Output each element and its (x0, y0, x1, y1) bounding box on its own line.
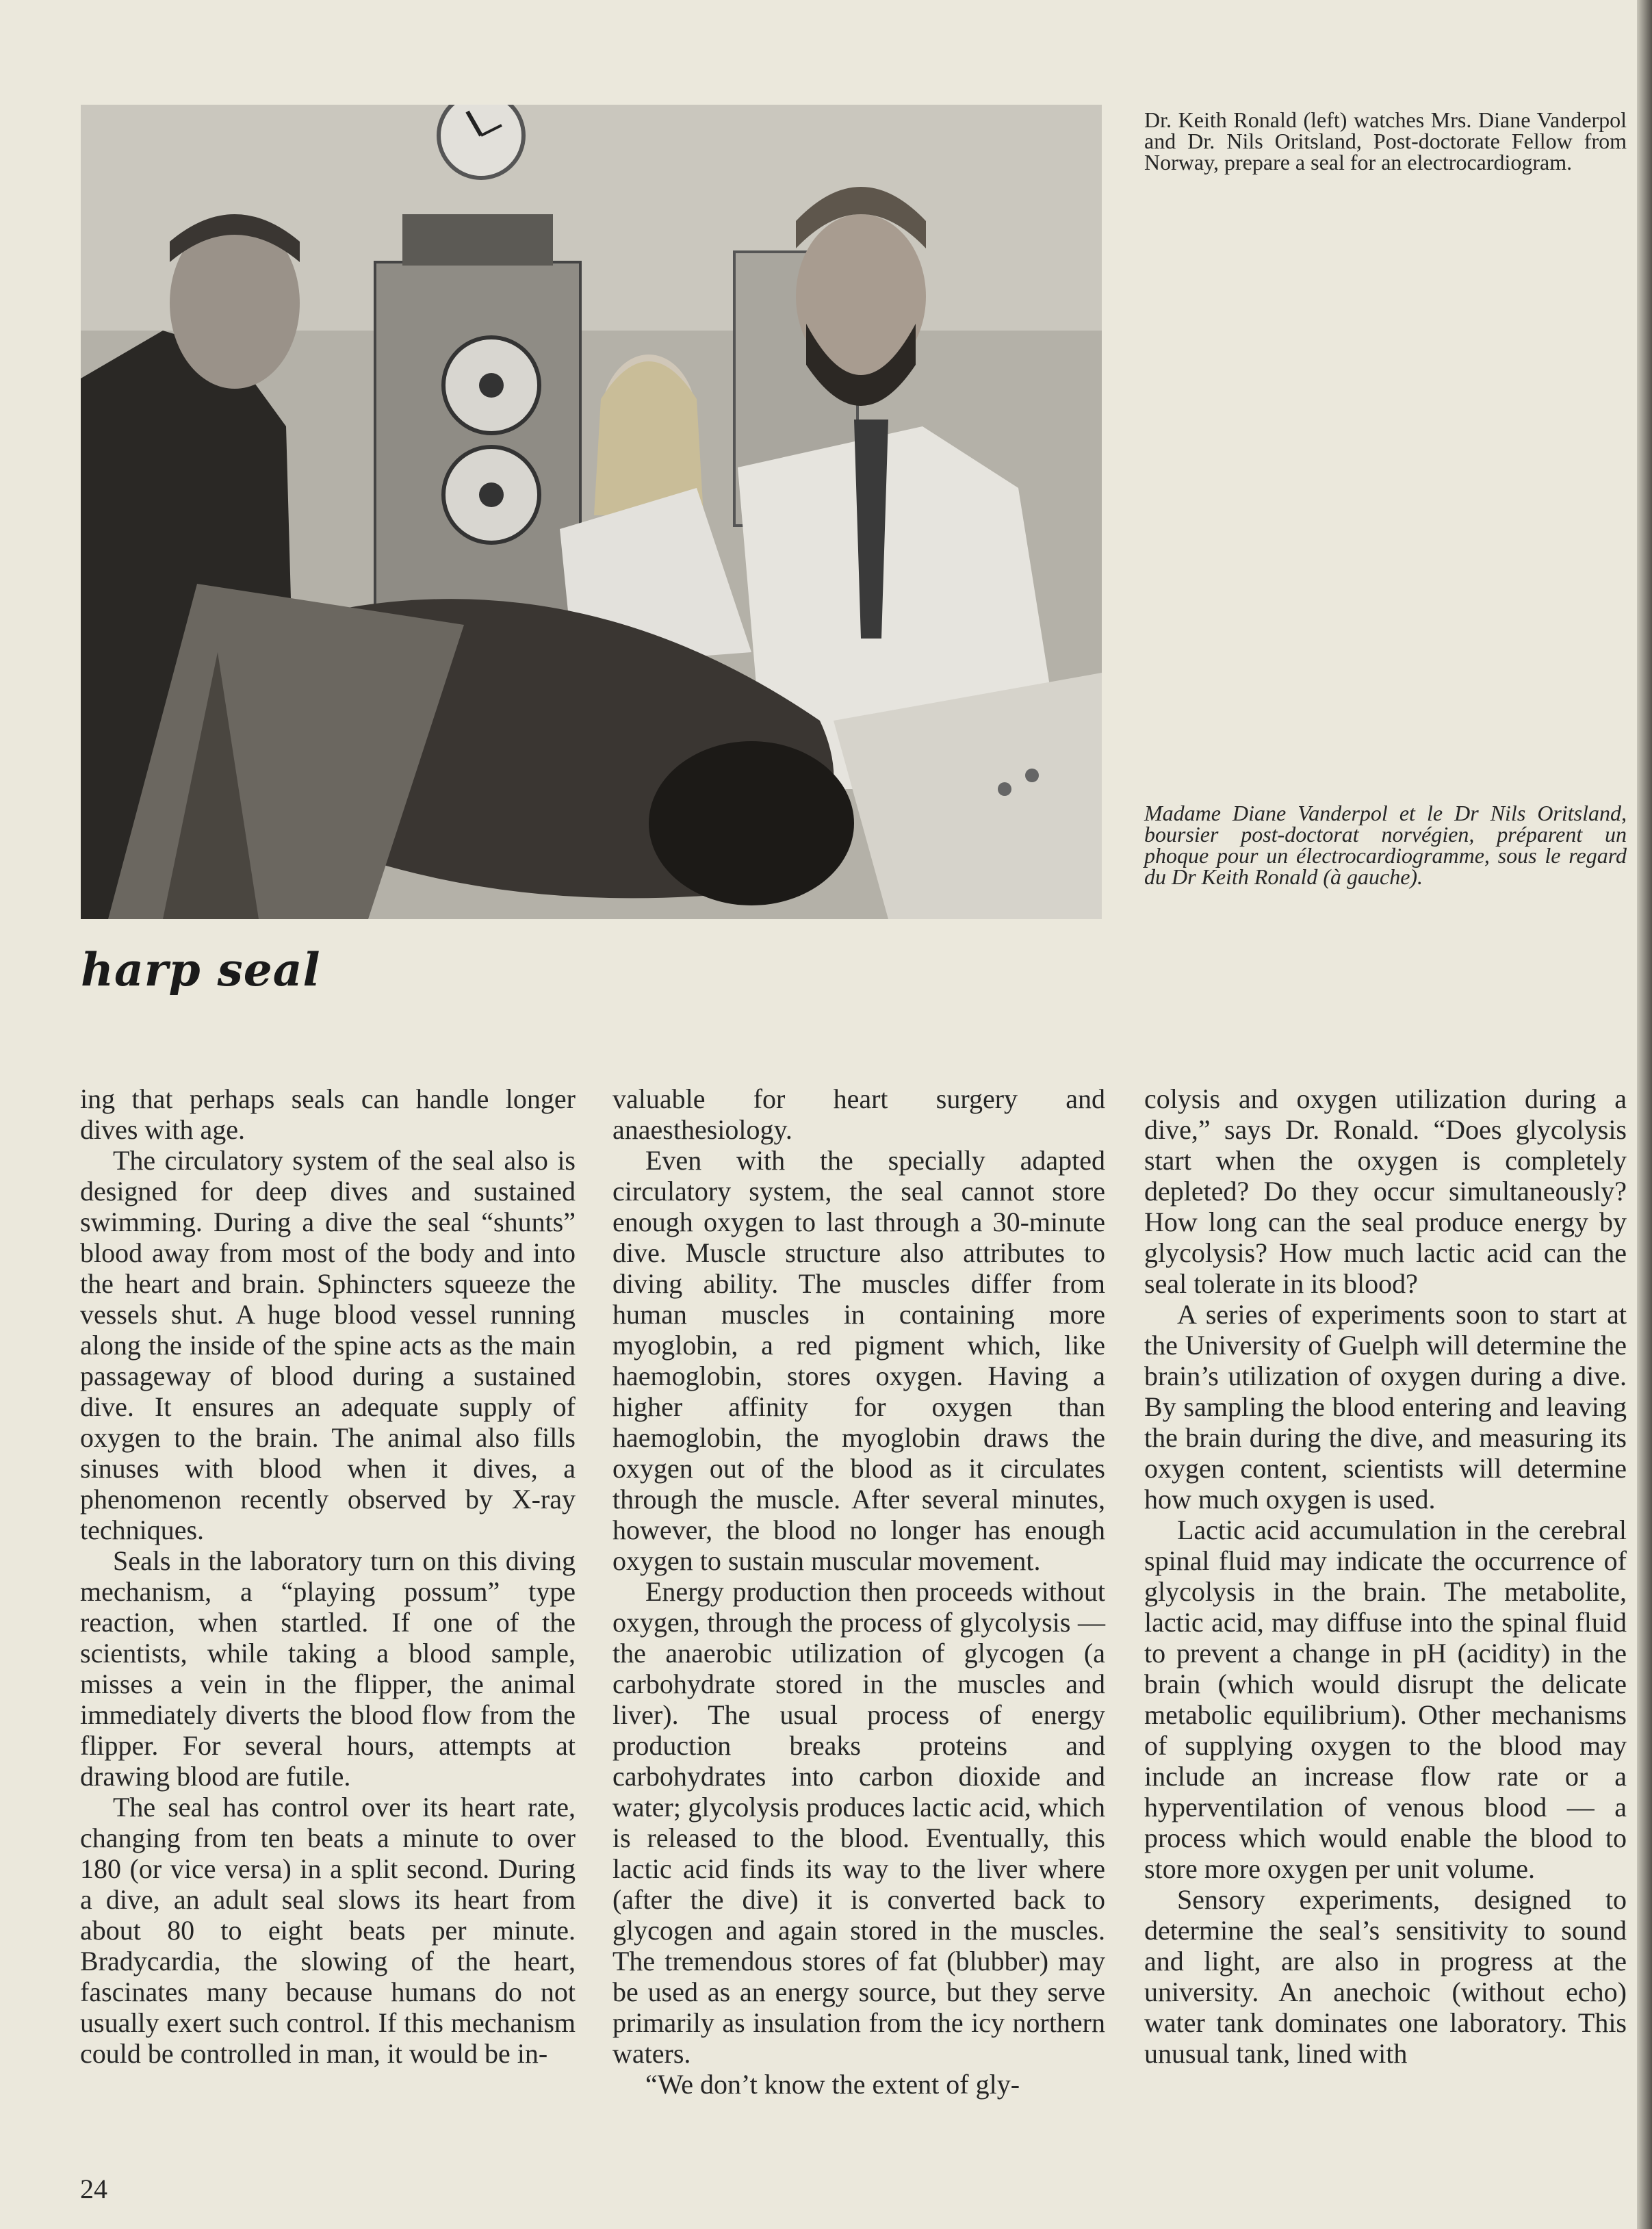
paragraph: Sensory experiments, designed to determine the seal’s sensitivity to sound and light, are also in progress at the university. An anechoic (without echo) water tank dominates one laboratory. This unusual tank, lined with (1144, 1884, 1627, 2069)
paragraph: ing that perhaps seals can handle longer dives with age. (80, 1083, 576, 1145)
text-column-2 (612, 1083, 1105, 2110)
paragraph: Energy production then proceeds without oxygen, through the process of glycolysis — the anaerobic utilization of glycogen (a carbohydrate stored in the muscles and liver). The usual process of energy production breaks proteins and carbohydrates into carbon dioxide and water; glycolysis produces lactic acid, which is released to the blood. Eventually, this lactic acid finds its way to the liver where (after the dive) it is converted back to glycogen and again stored in the muscles. The tremendous stores of fat (blubber) may be used as an energy source, but they serve primarily as insulation from the icy northern waters. (612, 1576, 1105, 2069)
paragraph: Seals in the laboratory turn on this diving mechanism, a “playing possum” type reaction, when startled. If one of the scientists, while taking a blood sample, misses a vein in the flipper, the animal immediately diverts the blood flow from the flipper. For several hours, attempts at drawing blood are futile. (80, 1545, 576, 1792)
text-column-1 (80, 1083, 576, 2110)
page-number: 24 (80, 2174, 107, 2204)
paragraph: Lactic acid accumulation in the cerebral spinal fluid may indicate the occurrence of glycolysis in the brain. The metabolite, lactic acid, may diffuse into the spinal fluid to prevent a change in pH (acidity) in the brain (which would disrupt the delicate metabolic equilibrium). Other mechanisms of supplying oxygen to the blood may include an increase flow rate or a hyperventilation of venous blood — a process which would enable the blood to store more oxygen per unit volume. (1144, 1515, 1627, 1884)
text-column-3 (1144, 1083, 1627, 2110)
paragraph: The circulatory system of the seal also is designed for deep dives and sustained swimming. During a dive the seal “shunts” blood away from most of the body and into the heart and brain. Sphincters squeeze the vessels shut. A huge blood vessel running along the inside of the spine acts as the main passageway of blood during a sustained dive. It ensures an adequate supply of oxygen to the brain. The animal also fills sinuses with blood when it dives, a phenomenon recently observed by X-ray techniques. (80, 1145, 576, 1545)
paragraph: “We don’t know the extent of gly- (645, 2069, 1020, 2100)
caption-french: Madame Diane Vanderpol et le Dr Nils Oritsland, boursier post-doctorat norvégien, préparent un phoque pour un électrocardiogramme, sous le regard du Dr Keith Ronald (à gauche). (1144, 801, 1627, 889)
photo-illustration-icon (81, 105, 1102, 919)
paragraph: colysis and oxygen utilization during a dive,” says Dr. Ronald. “Does glycolysis start when the oxygen is completely depleted? Do they occur simultaneously? How long can the seal produce energy by glycolysis? How much lactic acid can the seal tolerate in its blood? (1144, 1083, 1627, 1299)
laboratory-seal-photo (81, 105, 1102, 919)
paragraph: Even with the specially adapted circulatory system, the seal cannot store enough oxygen to last through a 30-minute dive. Muscle structure also attributes to diving ability. The muscles differ from human muscles in containing more myoglobin, a red pigment which, like haemoglobin, stores oxygen. Having a higher affinity for oxygen than haemoglobin, the myoglobin draws the oxygen out of the blood as it circulates through the muscle. After several minutes, however, the blood no longer has enough oxygen to sustain muscular movement. (612, 1145, 1105, 1576)
caption-english: Dr. Keith Ronald (left) watches Mrs. Diane Vanderpol and Dr. Nils Oritsland, Post-doctorate Fellow from Norway, prepare a seal for an electrocardiogram. (1144, 107, 1627, 175)
page-edge-shadow (1637, 0, 1652, 2229)
article-title: harp seal (81, 943, 321, 996)
paragraph: The seal has control over its heart rate, changing from ten beats a minute to over 180 (or vice versa) in a split second. During a dive, an adult seal slows its heart from about 80 to eight beats per minute. Bradycardia, the slowing of the heart, fascinates many because humans do not usually exert such control. If this mechanism could be controlled in man, it would be in- (80, 1792, 576, 2069)
paragraph: A series of experiments soon to start at the University of Guelph will determine the brain’s utilization of oxygen during a dive. By sampling the blood entering and leaving the brain during the dive, and measuring its oxygen content, scientists will determine how much oxygen is used. (1144, 1299, 1627, 1515)
paragraph: valuable for heart surgery and anaesthesiology. (612, 1083, 1105, 1145)
